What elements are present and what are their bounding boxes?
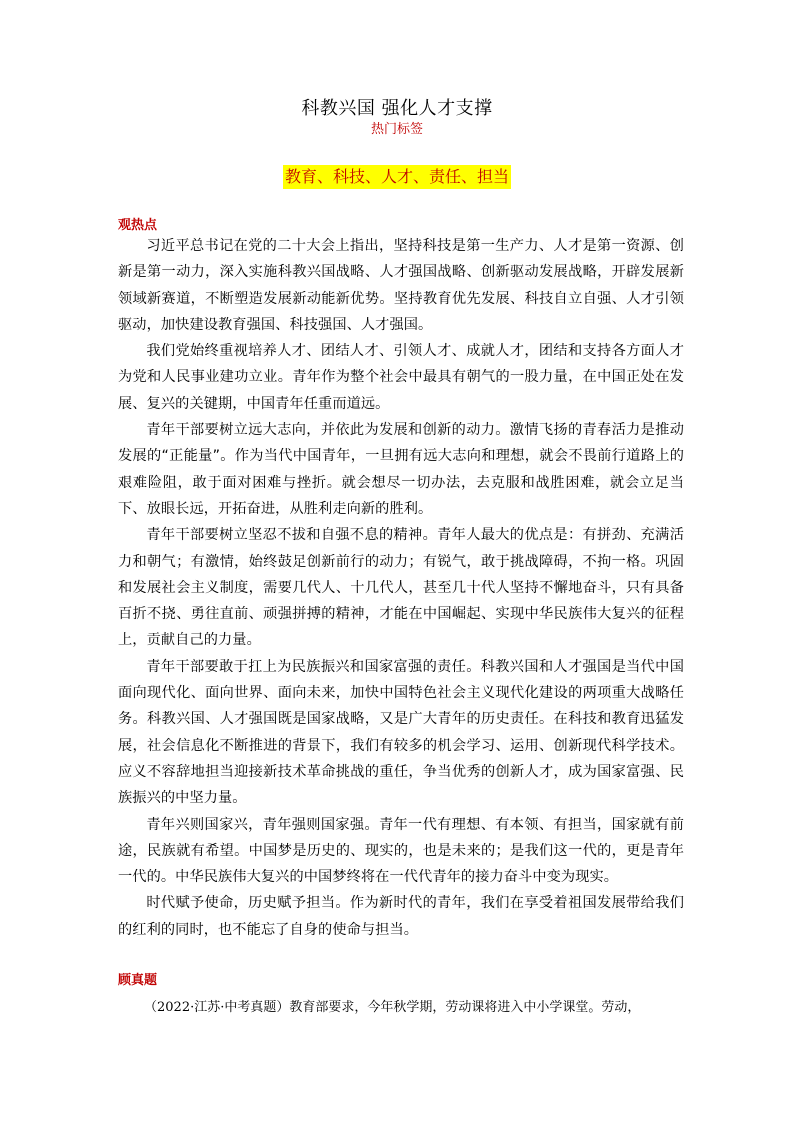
paragraph: 青年干部要树立远大志向，并依此为发展和创新的动力。激情飞扬的青春活力是推动发展的“正能量”。作为当代中国青年，一旦拥有远大志向和理想，就会不畏前行道路上的艰难险阻，敢于面对困难与挫折。就会想尽一切办法，去克服和战胜困难，就会立足当下、放眼长远，开拓奋进，从胜利走向新的胜利。: [118, 422, 684, 517]
page-subtitle: 热门标签: [370, 122, 423, 137]
tags-banner: [0, 165, 794, 189]
paragraph: 习近平总书记在党的二十大会上指出，坚持科技是第一生产力、人才是第一资源、创新是第一动力，深入实施科教兴国战略、人才强国战略、创新驱动发展战略，开辟发展新领域新赛道，不断塑造发展新动能新优势。坚持教育优先发展、科技自立自强、人才引领驱动，加快建设教育强国、科技强国、人才强国。: [118, 238, 684, 333]
hot-tags: 教育、科技、人才、责任、担当: [283, 165, 511, 189]
exam-question: （2022·江苏·中考真题）教育部要求，今年秋学期，劳动课将进入中小学课堂。劳动，: [144, 1000, 641, 1015]
viewpoint-heading: 观热点: [118, 218, 158, 233]
review-heading: 顾真题: [118, 973, 158, 988]
paragraph: 我们党始终重视培养人才、团结人才、引领人才、成就人才，团结和支持各方面人才为党和人民事业建功立业。青年作为整个社会中最具有朝气的一股力量，在中国正处在发展、复兴的关键期，中国青年任重而道远。: [118, 343, 684, 412]
paragraph: 青年兴则国家兴，青年强则国家强。青年一代有理想、有本领、有担当，国家就有前途，民族就有希望。中国梦是历史的、现实的，也是未来的；是我们这一代的，更是青年一代的。中华民族伟大复兴的中国梦终将在一代代青年的接力奋斗中变为现实。: [118, 816, 684, 886]
page-title: 科教兴国 强化人才支撑: [301, 98, 493, 119]
paragraph: 青年干部要敢于扛上为民族振兴和国家富强的责任。科教兴国和人才强国是当代中国面向现代化、面向世界、面向未来，加快中国特色社会主义现代化建设的两项重大战略任务。科教兴国、人才强国既是国家战略，又是广大青年的历史责任。在科技和教育迅猛发展，社会信息化不断推进的背景下，我们有较多的机会学习、运用、创新现代科学技术。应义不容辞地担当迎接新技术革命挑战的重任，争当优秀的创新人才，成为国家富强、民族振兴的中坚力量。: [118, 658, 684, 807]
paragraph: 时代赋予使命，历史赋予担当。作为新时代的青年，我们在享受着祖国发展带给我们的红利的同时，也不能忘了自身的使命与担当。: [118, 895, 684, 938]
paragraph: 青年干部要树立坚忍不拔和自强不息的精神。青年人最大的优点是：有拼劲、充满活力和朝气；有激情，始终鼓足创新前行的动力；有锐气，敢于挑战障碍，不拘一格。巩固和发展社会主义制度，需要几代人、十几代人，甚至几十代人坚持不懈地奋斗，只有具备百折不挠、勇往直前、顽强拼搏的精神，才能在中国崛起、实现中华民族伟大复兴的征程上，贡献自己的力量。: [118, 527, 684, 649]
viewpoint-body: [118, 233, 684, 943]
